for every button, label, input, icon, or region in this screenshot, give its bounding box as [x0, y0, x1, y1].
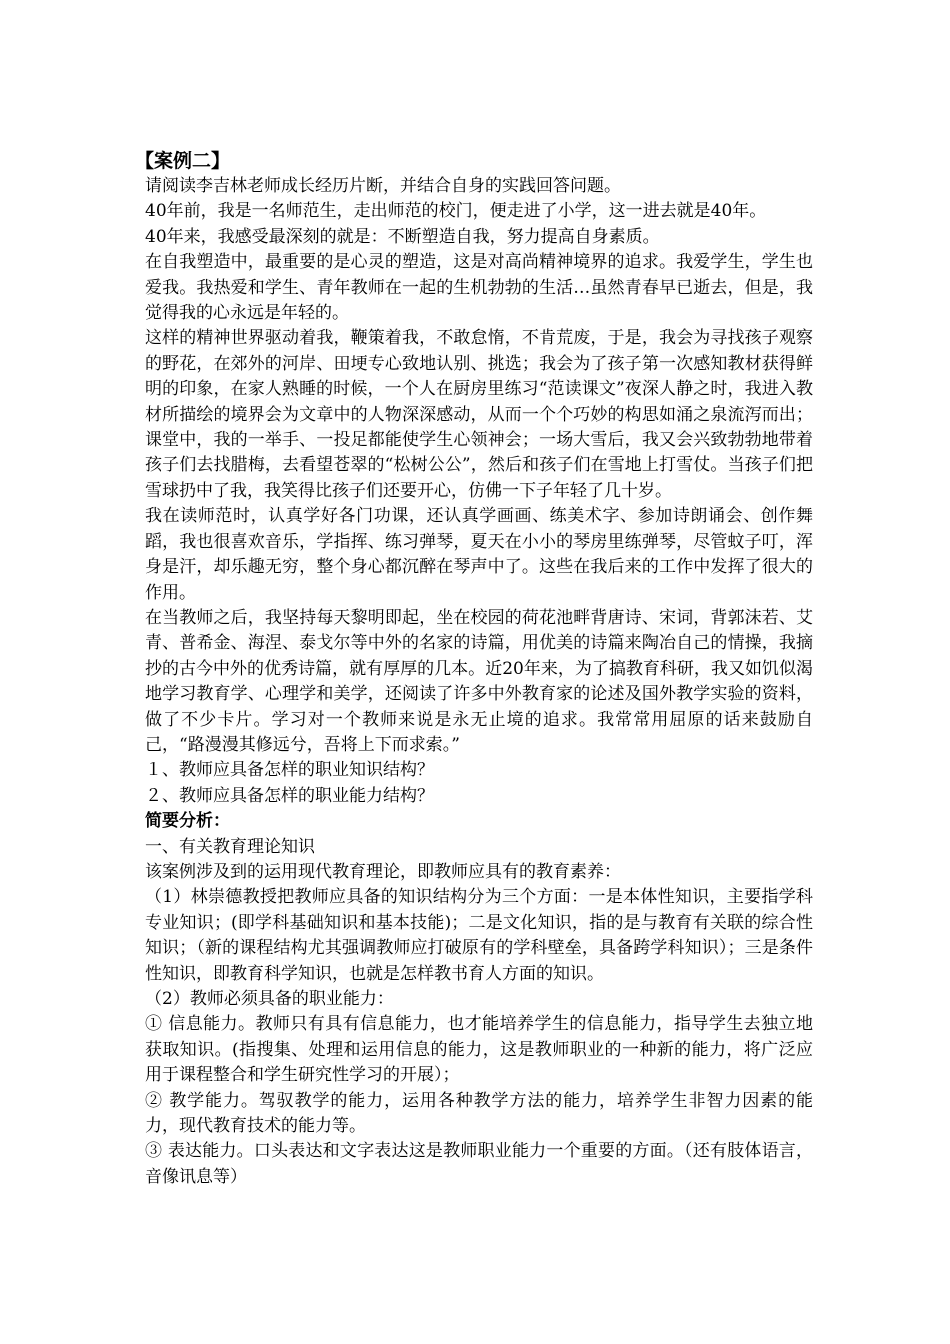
- story-paragraph: 我在读师范时，认真学好各门功课，还认真学画画、练美术字、参加诗朗诵会、创作舞蹈，我也很喜欢音乐，学指挥、练习弹琴，夏天在小小的琴房里练弹琴，尽管蚊子叮，浑身是汗，却乐趣无穷，整个身心都沉醉在琴声中了。这些在我后来的工作中发挥了很大的作用。: [145, 506, 813, 603]
- section-intro: 该案例涉及到的运用现代教育理论，即教师应具有的教育素养：: [145, 861, 621, 882]
- story-paragraph: 40年来，我感受最深刻的就是：不断塑造自我，努力提高自身素质。: [145, 226, 660, 247]
- ability-heading: （2）教师必须具备的职业能力：: [145, 989, 394, 1009]
- story-paragraph: 这样的精神世界驱动着我，鞭策着我，不敢怠惰，不肯荒废，于是，我会为寻找孩子观察的野花，在郊外的河岸、田埂专心致地认别、挑选；我会为了孩子第一次感知教材获得鲜明的印象，在家人熟睡的时候，一个人在厨房里练习“范读课文”夜深人静之时，我进入教材所描绘的境界会为文章中的人物深深感动，从而一个个巧妙的构思如涌之泉流泻而出；课堂中，我的一举手、一投足都能使学生心领神会；一场大雪后，我又会兴致勃勃地带着孩子们去找腊梅，去看望苍翠的“松树公公”，然后和孩子们在雪地上打雪仗。当孩子们把雪球扔中了我，我笑得比孩子们还要开心，仿佛一下子年轻了几十岁。: [145, 328, 813, 501]
- case-intro: 请阅读李吉林老师成长经历片断，并结合自身的实践回答问题。: [145, 176, 621, 196]
- ability-item: ① 信息能力。教师只有具有信息能力，也才能培养学生的信息能力，指导学生去独立地获取知识。(指搜集、处理和运用信息的能力，这是教师职业的一种新的能力，将广泛应用于课程整合和学生研究性学习的开展）；: [145, 1014, 813, 1086]
- section-heading: 一、有关教育理论知识: [145, 836, 315, 857]
- question-2: ２、教师应具备怎样的职业能力结构？: [145, 785, 434, 806]
- story-paragraph: 40年前，我是一名师范生，走出师范的校门，便走进了小学，这一进去就是40年。: [145, 201, 767, 222]
- case-title: 【案例二】: [135, 150, 231, 172]
- question-1: １、教师应具备怎样的职业知识结构？: [145, 760, 434, 781]
- analysis-heading: 简要分析：: [145, 811, 230, 832]
- ability-item: ② 教学能力。驾驭教学的能力，运用各种教学方法的能力，培养学生非智力因素的能力，现代教育技术的能力等。: [145, 1090, 813, 1137]
- story-paragraph: 在自我塑造中，最重要的是心灵的塑造，这是对高尚精神境界的追求。我爱学生，学生也爱我。我热爱和学生、青年教师在一起的生机勃勃的生活…虽然青春早已逝去，但是，我觉得我的心永远是年轻的。: [145, 252, 813, 324]
- story-paragraph: 在当教师之后，我坚持每天黎明即起，坐在校园的荷花池畔背唐诗、宋词，背郭沫若、艾青、普希金、海涅、泰戈尔等中外的名家的诗篇，用优美的诗篇来陶冶自己的情操，我摘抄的古今中外的优秀诗篇，就有厚厚的几本。近20年来，为了搞教育科研，我又如饥似渴地学习教育学、心理学和美学，还阅读了许多中外教育家的论述及国外教学实验的资料，做了不少卡片。学习对一个教师来说是永无止境的追求。我常常用屈原的话来鼓励自己，“路漫漫其修远兮，吾将上下而求索。”: [145, 607, 813, 755]
- knowledge-structure-point: （1）林崇德教授把教师应具备的知识结构分为三个方面：一是本体性知识，主要指学科专业知识；(即学科基础知识和基本技能)；二是文化知识，指的是与教育有关联的综合性知识；（新的课程结构尤其强调教师应打破原有的学科壁垒，具备跨学科知识）；三是条件性知识，即教育科学知识，也就是怎样教书育人方面的知识。: [145, 887, 813, 984]
- ability-item: ③ 表达能力。口头表达和文字表达这是教师职业能力一个重要的方面。（还有肢体语言，音像讯息等）: [145, 1141, 813, 1187]
- document-page: [135, 148, 813, 1190]
